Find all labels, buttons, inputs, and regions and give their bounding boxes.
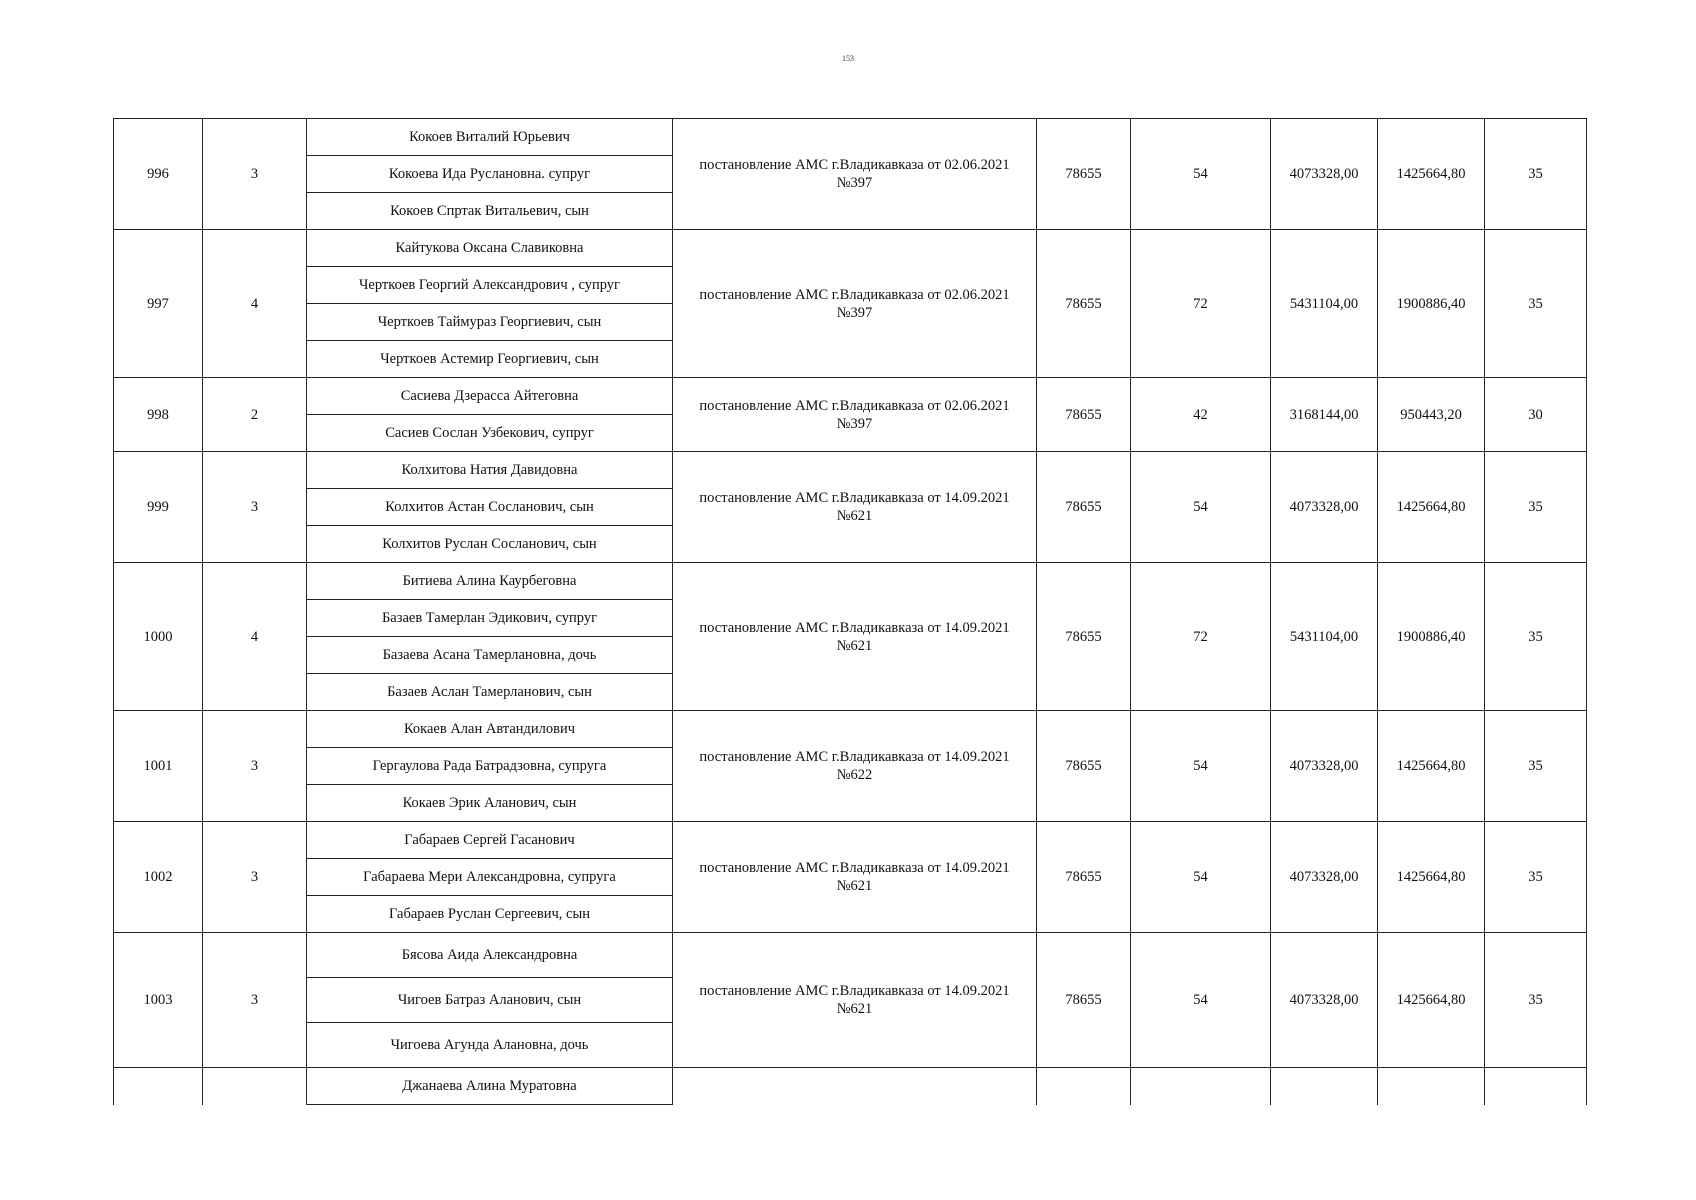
norm-cost-cell: 78655 (1037, 119, 1131, 230)
record-number-cell: 1002 (114, 822, 203, 933)
family-members-cell: 3 (203, 119, 307, 230)
total-cost-cell: 5431104,00 (1271, 230, 1378, 378)
family-members-cell: 4 (203, 563, 307, 711)
record-number-cell: 1001 (114, 711, 203, 822)
family-members-cell (203, 1068, 307, 1105)
total-cost-cell: 5431104,00 (1271, 563, 1378, 711)
subsidy-amount-cell: 1425664,80 (1378, 711, 1485, 822)
person-name-cell: Колхитов Астан Сосланович, сын (307, 489, 673, 526)
subsidy-amount-cell (1378, 1068, 1485, 1105)
person-name-cell: Кокоева Ида Руслановна. супруг (307, 156, 673, 193)
subsidy-percent-cell: 30 (1485, 378, 1587, 452)
subsidy-percent-cell: 35 (1485, 230, 1587, 378)
area-cell: 42 (1131, 378, 1271, 452)
area-cell: 54 (1131, 933, 1271, 1068)
area-cell: 54 (1131, 711, 1271, 822)
area-cell: 54 (1131, 119, 1271, 230)
decree-cell: постановление АМС г.Владикавказа от 14.09.2021 №621 (673, 563, 1037, 711)
subsidy-percent-cell (1485, 1068, 1587, 1105)
subsidy-amount-cell: 1900886,40 (1378, 230, 1485, 378)
decree-cell: постановление АМС г.Владикавказа от 14.09.2021 №621 (673, 452, 1037, 563)
table-row (114, 378, 1587, 415)
subsidy-percent-cell: 35 (1485, 822, 1587, 933)
family-members-cell: 4 (203, 230, 307, 378)
family-members-cell: 3 (203, 452, 307, 563)
norm-cost-cell: 78655 (1037, 230, 1131, 378)
area-cell: 54 (1131, 822, 1271, 933)
total-cost-cell: 4073328,00 (1271, 933, 1378, 1068)
table-row (114, 711, 1587, 748)
total-cost-cell: 4073328,00 (1271, 119, 1378, 230)
area-cell: 72 (1131, 563, 1271, 711)
table-row (114, 563, 1587, 600)
total-cost-cell: 4073328,00 (1271, 822, 1378, 933)
norm-cost-cell: 78655 (1037, 933, 1131, 1068)
record-number-cell: 1003 (114, 933, 203, 1068)
subsidy-percent-cell: 35 (1485, 933, 1587, 1068)
person-name-cell: Черткоев Астемир Георгиевич, сын (307, 341, 673, 378)
person-name-cell: Габараев Руслан Сергеевич, сын (307, 896, 673, 933)
total-cost-cell: 4073328,00 (1271, 452, 1378, 563)
person-name-cell: Чигоев Батраз Аланович, сын (307, 978, 673, 1023)
decree-cell: постановление АМС г.Владикавказа от 02.06.2021 №397 (673, 119, 1037, 230)
decree-cell: постановление АМС г.Владикавказа от 14.09.2021 №621 (673, 933, 1037, 1068)
person-name-cell: Базаева Асана Тамерлановна, дочь (307, 637, 673, 674)
total-cost-cell: 3168144,00 (1271, 378, 1378, 452)
table-row (114, 230, 1587, 267)
subsidy-percent-cell: 35 (1485, 119, 1587, 230)
norm-cost-cell: 78655 (1037, 711, 1131, 822)
table-row (114, 822, 1587, 859)
decree-cell: постановление АМС г.Владикавказа от 14.09.2021 №621 (673, 822, 1037, 933)
subsidy-amount-cell: 1900886,40 (1378, 563, 1485, 711)
person-name-cell: Джанаева Алина Муратовна (307, 1068, 673, 1105)
person-name-cell: Гергаулова Рада Батрадзовна, супруга (307, 748, 673, 785)
decree-cell: постановление АМС г.Владикавказа от 14.09.2021 №622 (673, 711, 1037, 822)
person-name-cell: Сасиев Сослан Узбекович, супруг (307, 415, 673, 452)
record-number-cell: 998 (114, 378, 203, 452)
subsidy-percent-cell: 35 (1485, 563, 1587, 711)
table-row (114, 1068, 1587, 1105)
person-name-cell: Черткоев Таймураз Георгиевич, сын (307, 304, 673, 341)
person-name-cell: Габараев Сергей Гасанович (307, 822, 673, 859)
decree-cell: постановление АМС г.Владикавказа от 02.06.2021 №397 (673, 378, 1037, 452)
record-number-cell: 996 (114, 119, 203, 230)
norm-cost-cell (1037, 1068, 1131, 1105)
norm-cost-cell: 78655 (1037, 563, 1131, 711)
subsidy-amount-cell: 1425664,80 (1378, 119, 1485, 230)
person-name-cell: Сасиева Дзерасса Айтеговна (307, 378, 673, 415)
subsidy-amount-cell: 1425664,80 (1378, 822, 1485, 933)
total-cost-cell (1271, 1068, 1378, 1105)
person-name-cell: Колхитов Руслан Сосланович, сын (307, 526, 673, 563)
norm-cost-cell: 78655 (1037, 452, 1131, 563)
subsidy-amount-cell: 1425664,80 (1378, 452, 1485, 563)
person-name-cell: Кокаев Алан Автандилович (307, 711, 673, 748)
person-name-cell: Кайтукова Оксана Славиковна (307, 230, 673, 267)
table-row (114, 933, 1587, 978)
decree-cell: постановление АМС г.Владикавказа от 02.06.2021 №397 (673, 230, 1037, 378)
person-name-cell: Кокоев Спртак Витальевич, сын (307, 193, 673, 230)
record-number-cell (114, 1068, 203, 1105)
page-number: 153 (842, 54, 854, 63)
record-number-cell: 999 (114, 452, 203, 563)
table-body (114, 119, 1587, 1105)
area-cell (1131, 1068, 1271, 1105)
decree-cell (673, 1068, 1037, 1105)
area-cell: 54 (1131, 452, 1271, 563)
subsidy-percent-cell: 35 (1485, 452, 1587, 563)
person-name-cell: Колхитова Натия Давидовна (307, 452, 673, 489)
subsidy-percent-cell: 35 (1485, 711, 1587, 822)
person-name-cell: Кокоев Виталий Юрьевич (307, 119, 673, 156)
area-cell: 72 (1131, 230, 1271, 378)
person-name-cell: Бясова Аида Александровна (307, 933, 673, 978)
subsidy-amount-cell: 1425664,80 (1378, 933, 1485, 1068)
beneficiary-table (113, 118, 1587, 1105)
total-cost-cell: 4073328,00 (1271, 711, 1378, 822)
subsidy-amount-cell: 950443,20 (1378, 378, 1485, 452)
family-members-cell: 3 (203, 711, 307, 822)
person-name-cell: Черткоев Георгий Александрович , супруг (307, 267, 673, 304)
norm-cost-cell: 78655 (1037, 822, 1131, 933)
person-name-cell: Кокаев Эрик Аланович, сын (307, 785, 673, 822)
family-members-cell: 2 (203, 378, 307, 452)
person-name-cell: Чигоева Агунда Алановна, дочь (307, 1023, 673, 1068)
family-members-cell: 3 (203, 933, 307, 1068)
person-name-cell: Битиева Алина Каурбеговна (307, 563, 673, 600)
norm-cost-cell: 78655 (1037, 378, 1131, 452)
person-name-cell: Базаев Аслан Тамерланович, сын (307, 674, 673, 711)
table-row (114, 119, 1587, 156)
family-members-cell: 3 (203, 822, 307, 933)
table-row (114, 452, 1587, 489)
record-number-cell: 997 (114, 230, 203, 378)
record-number-cell: 1000 (114, 563, 203, 711)
person-name-cell: Габараева Мери Александровна, супруга (307, 859, 673, 896)
person-name-cell: Базаев Тамерлан Эдикович, супруг (307, 600, 673, 637)
